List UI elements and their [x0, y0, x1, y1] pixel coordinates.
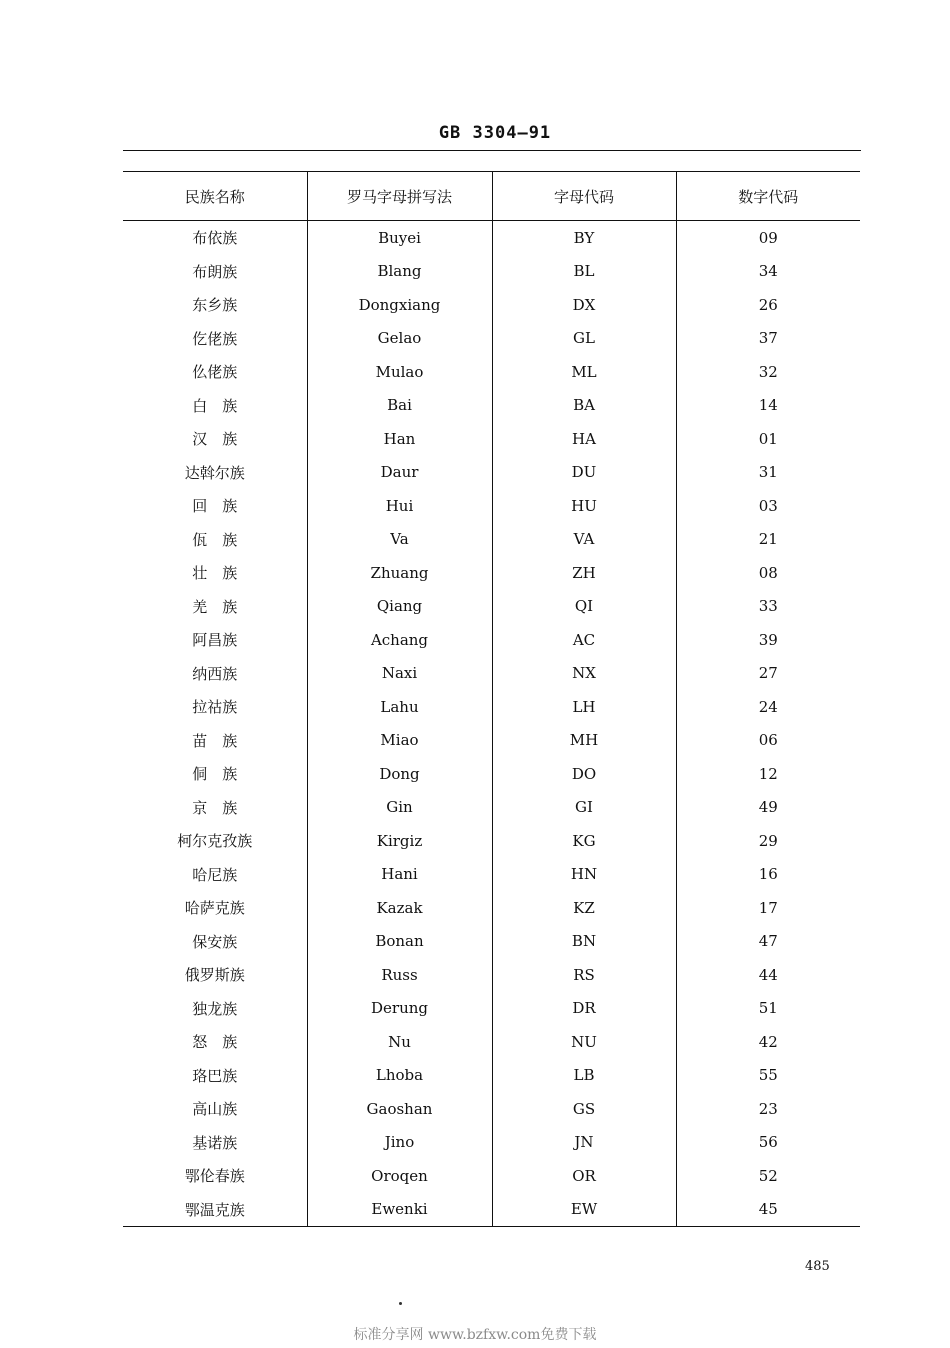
- roman-spelling-cell: Naxi: [307, 657, 492, 691]
- roman-spelling-cell: Russ: [307, 958, 492, 992]
- letter-code-cell: OR: [492, 1159, 676, 1193]
- numeric-code-cell: 06: [676, 724, 860, 758]
- roman-spelling-cell: Va: [307, 523, 492, 557]
- ethnic-name-cell: 拉祜族: [192, 698, 238, 717]
- ethnic-name-cell: 羌 族: [192, 597, 238, 616]
- numeric-code-cell: 51: [676, 992, 860, 1026]
- ethnic-name-cell: 布朗族: [192, 262, 238, 281]
- letter-code-cell: BA: [492, 389, 676, 423]
- ethnic-name-cell: 哈尼族: [192, 865, 238, 884]
- roman-spelling-cell: Oroqen: [307, 1159, 492, 1193]
- numeric-code-cell: 34: [676, 255, 860, 289]
- ethnic-name-cell: 鄂温克族: [123, 1193, 307, 1227]
- letter-code-cell: BY: [492, 221, 676, 255]
- table-row: [123, 1193, 860, 1227]
- table-row: [123, 1126, 860, 1160]
- letter-code-cell: DU: [492, 456, 676, 490]
- ethnic-name-cell: 仡佬族: [192, 329, 238, 348]
- ethnic-name-cell: 鄂伦春族: [184, 1167, 245, 1186]
- table-row: [123, 389, 860, 423]
- table-row: [123, 456, 860, 490]
- numeric-code-cell: 26: [676, 288, 860, 322]
- letter-code-cell: AC: [492, 623, 676, 657]
- numeric-code-cell: 55: [676, 1059, 860, 1093]
- ethnic-name-cell: 布依族: [192, 229, 238, 248]
- letter-code-cell: KG: [492, 824, 676, 858]
- letter-code-cell: BN: [492, 925, 676, 959]
- table-row: [123, 724, 860, 758]
- ethnic-name-cell: 仫佬族: [192, 363, 238, 382]
- numeric-code-cell: 47: [676, 925, 860, 959]
- letter-code-cell: RS: [492, 958, 676, 992]
- letter-code-cell: QI: [492, 590, 676, 624]
- numeric-code-cell: 14: [676, 389, 860, 423]
- table-row: [123, 858, 860, 892]
- column-header-roman-spelling: 罗马字母拼写法: [307, 172, 492, 221]
- numeric-code-cell: 17: [676, 891, 860, 925]
- column-header-ethnic-name: 民族名称: [123, 172, 307, 221]
- letter-code-cell: HN: [492, 858, 676, 892]
- table-row: [123, 1092, 860, 1126]
- roman-spelling-cell: Kirgiz: [307, 824, 492, 858]
- letter-code-cell: LH: [492, 690, 676, 724]
- roman-spelling-cell: Daur: [307, 456, 492, 490]
- table-row: [123, 355, 860, 389]
- letter-code-cell: VA: [492, 523, 676, 557]
- ethnic-name-cell: 高山族: [192, 1100, 238, 1119]
- table-row: [123, 925, 860, 959]
- table-row: [123, 824, 860, 858]
- numeric-code-cell: 01: [676, 422, 860, 456]
- numeric-code-cell: 27: [676, 657, 860, 691]
- roman-spelling-cell: Gaoshan: [307, 1092, 492, 1126]
- roman-spelling-cell: Dongxiang: [307, 288, 492, 322]
- roman-spelling-cell: Gelao: [307, 322, 492, 356]
- roman-spelling-cell: Jino: [307, 1126, 492, 1160]
- numeric-code-cell: 08: [676, 556, 860, 590]
- table-row: [123, 992, 860, 1026]
- letter-code-cell: GI: [492, 791, 676, 825]
- footer-watermark: 标准分享网 www.bzfxw.com免费下载: [353, 1327, 597, 1343]
- table-row: [123, 221, 860, 255]
- ethnic-name-cell: 俄罗斯族: [184, 966, 245, 985]
- letter-code-cell: NX: [492, 657, 676, 691]
- table-row: [123, 1025, 860, 1059]
- table-row: [123, 623, 860, 657]
- ethnic-name-cell: 阿昌族: [192, 631, 238, 650]
- table-row: [123, 556, 860, 590]
- numeric-code-cell: 03: [676, 489, 860, 523]
- ethnic-name-cell: 汉 族: [192, 430, 238, 449]
- numeric-code-cell: 23: [676, 1092, 860, 1126]
- table-row: [123, 1159, 860, 1193]
- ethnic-name-cell: 白 族: [192, 396, 238, 415]
- numeric-code-cell: 37: [676, 322, 860, 356]
- ethnic-name-cell: 京 族: [192, 798, 238, 817]
- roman-spelling-cell: Miao: [307, 724, 492, 758]
- table-row: [123, 590, 860, 624]
- roman-spelling-cell: Qiang: [307, 590, 492, 624]
- table-row: [123, 1059, 860, 1093]
- numeric-code-cell: 39: [676, 623, 860, 657]
- numeric-code-cell: 12: [676, 757, 860, 791]
- table-row: [123, 690, 860, 724]
- roman-spelling-cell: Bonan: [307, 925, 492, 959]
- table-row: [123, 791, 860, 825]
- numeric-code-cell: 56: [676, 1126, 860, 1160]
- numeric-code-cell: 44: [676, 958, 860, 992]
- letter-code-cell: ML: [492, 355, 676, 389]
- table-row: [123, 958, 860, 992]
- ethnic-name-cell: 保安族: [192, 932, 238, 951]
- letter-code-cell: DX: [492, 288, 676, 322]
- roman-spelling-cell: Derung: [307, 992, 492, 1026]
- table-header-row: [123, 172, 860, 221]
- table-row: [123, 422, 860, 456]
- ethnic-name-cell: 达斡尔族: [184, 463, 245, 482]
- roman-spelling-cell: Lhoba: [307, 1059, 492, 1093]
- roman-spelling-cell: Achang: [307, 623, 492, 657]
- ethnic-name-cell: 基诺族: [192, 1133, 238, 1152]
- standard-code-header: GB 3304—91: [438, 123, 552, 143]
- roman-spelling-cell: Dong: [307, 757, 492, 791]
- scan-speck: [399, 1302, 402, 1305]
- roman-spelling-cell: Hui: [307, 489, 492, 523]
- letter-code-cell: NU: [492, 1025, 676, 1059]
- numeric-code-cell: 29: [676, 824, 860, 858]
- letter-code-cell: GL: [492, 322, 676, 356]
- numeric-code-cell: 42: [676, 1025, 860, 1059]
- letter-code-cell: ZH: [492, 556, 676, 590]
- letter-code-cell: KZ: [492, 891, 676, 925]
- numeric-code-cell: 16: [676, 858, 860, 892]
- roman-spelling-cell: Buyei: [307, 221, 492, 255]
- roman-spelling-cell: Hani: [307, 858, 492, 892]
- numeric-code-cell: 45: [676, 1193, 860, 1227]
- roman-spelling-cell: Mulao: [307, 355, 492, 389]
- ethnic-name-cell: 怒 族: [192, 1033, 238, 1052]
- numeric-code-cell: 32: [676, 355, 860, 389]
- letter-code-cell: HA: [492, 422, 676, 456]
- numeric-code-cell: 31: [676, 456, 860, 490]
- ethnic-name-cell: 纳西族: [192, 664, 238, 683]
- numeric-code-cell: 24: [676, 690, 860, 724]
- table-row: [123, 891, 860, 925]
- roman-spelling-cell: Lahu: [307, 690, 492, 724]
- top-rule: [123, 150, 861, 151]
- ethnic-name-cell: 回 族: [192, 497, 238, 516]
- ethnic-name-cell: 珞巴族: [192, 1066, 238, 1085]
- roman-spelling-cell: Blang: [307, 255, 492, 289]
- ethnic-name-cell: 壮 族: [192, 564, 238, 583]
- table-row: [123, 657, 860, 691]
- roman-spelling-cell: Kazak: [307, 891, 492, 925]
- roman-spelling-cell: Bai: [307, 389, 492, 423]
- ethnic-name-cell: 佤 族: [192, 530, 238, 549]
- letter-code-cell: DR: [492, 992, 676, 1026]
- roman-spelling-cell: Ewenki: [307, 1193, 492, 1227]
- table-row: [123, 757, 860, 791]
- numeric-code-cell: 49: [676, 791, 860, 825]
- ethnic-name-cell: 柯尔克孜族: [177, 832, 253, 851]
- letter-code-cell: EW: [492, 1193, 676, 1227]
- numeric-code-cell: 21: [676, 523, 860, 557]
- column-header-numeric-code: 数字代码: [676, 172, 860, 221]
- table-row: [123, 489, 860, 523]
- ethnic-code-table: [123, 171, 860, 1227]
- letter-code-cell: MH: [492, 724, 676, 758]
- ethnic-name-cell: 独龙族: [192, 999, 238, 1018]
- numeric-code-cell: 09: [676, 221, 860, 255]
- letter-code-cell: JN: [492, 1126, 676, 1160]
- numeric-code-cell: 33: [676, 590, 860, 624]
- table-row: [123, 255, 860, 289]
- ethnic-name-cell: 哈萨克族: [184, 899, 245, 918]
- column-header-letter-code: 字母代码: [492, 172, 676, 221]
- letter-code-cell: GS: [492, 1092, 676, 1126]
- roman-spelling-cell: Zhuang: [307, 556, 492, 590]
- letter-code-cell: DO: [492, 757, 676, 791]
- ethnic-name-cell: 苗 族: [192, 731, 238, 750]
- table-row: [123, 322, 860, 356]
- page-number: 485: [805, 1259, 830, 1274]
- table-row: [123, 288, 860, 322]
- table-body: [123, 221, 860, 1227]
- letter-code-cell: HU: [492, 489, 676, 523]
- roman-spelling-cell: Han: [307, 422, 492, 456]
- letter-code-cell: LB: [492, 1059, 676, 1093]
- ethnic-name-cell: 东乡族: [192, 296, 238, 315]
- roman-spelling-cell: Gin: [307, 791, 492, 825]
- numeric-code-cell: 52: [676, 1159, 860, 1193]
- table-row: [123, 523, 860, 557]
- roman-spelling-cell: Nu: [307, 1025, 492, 1059]
- letter-code-cell: BL: [492, 255, 676, 289]
- ethnic-name-cell: 侗 族: [192, 765, 238, 784]
